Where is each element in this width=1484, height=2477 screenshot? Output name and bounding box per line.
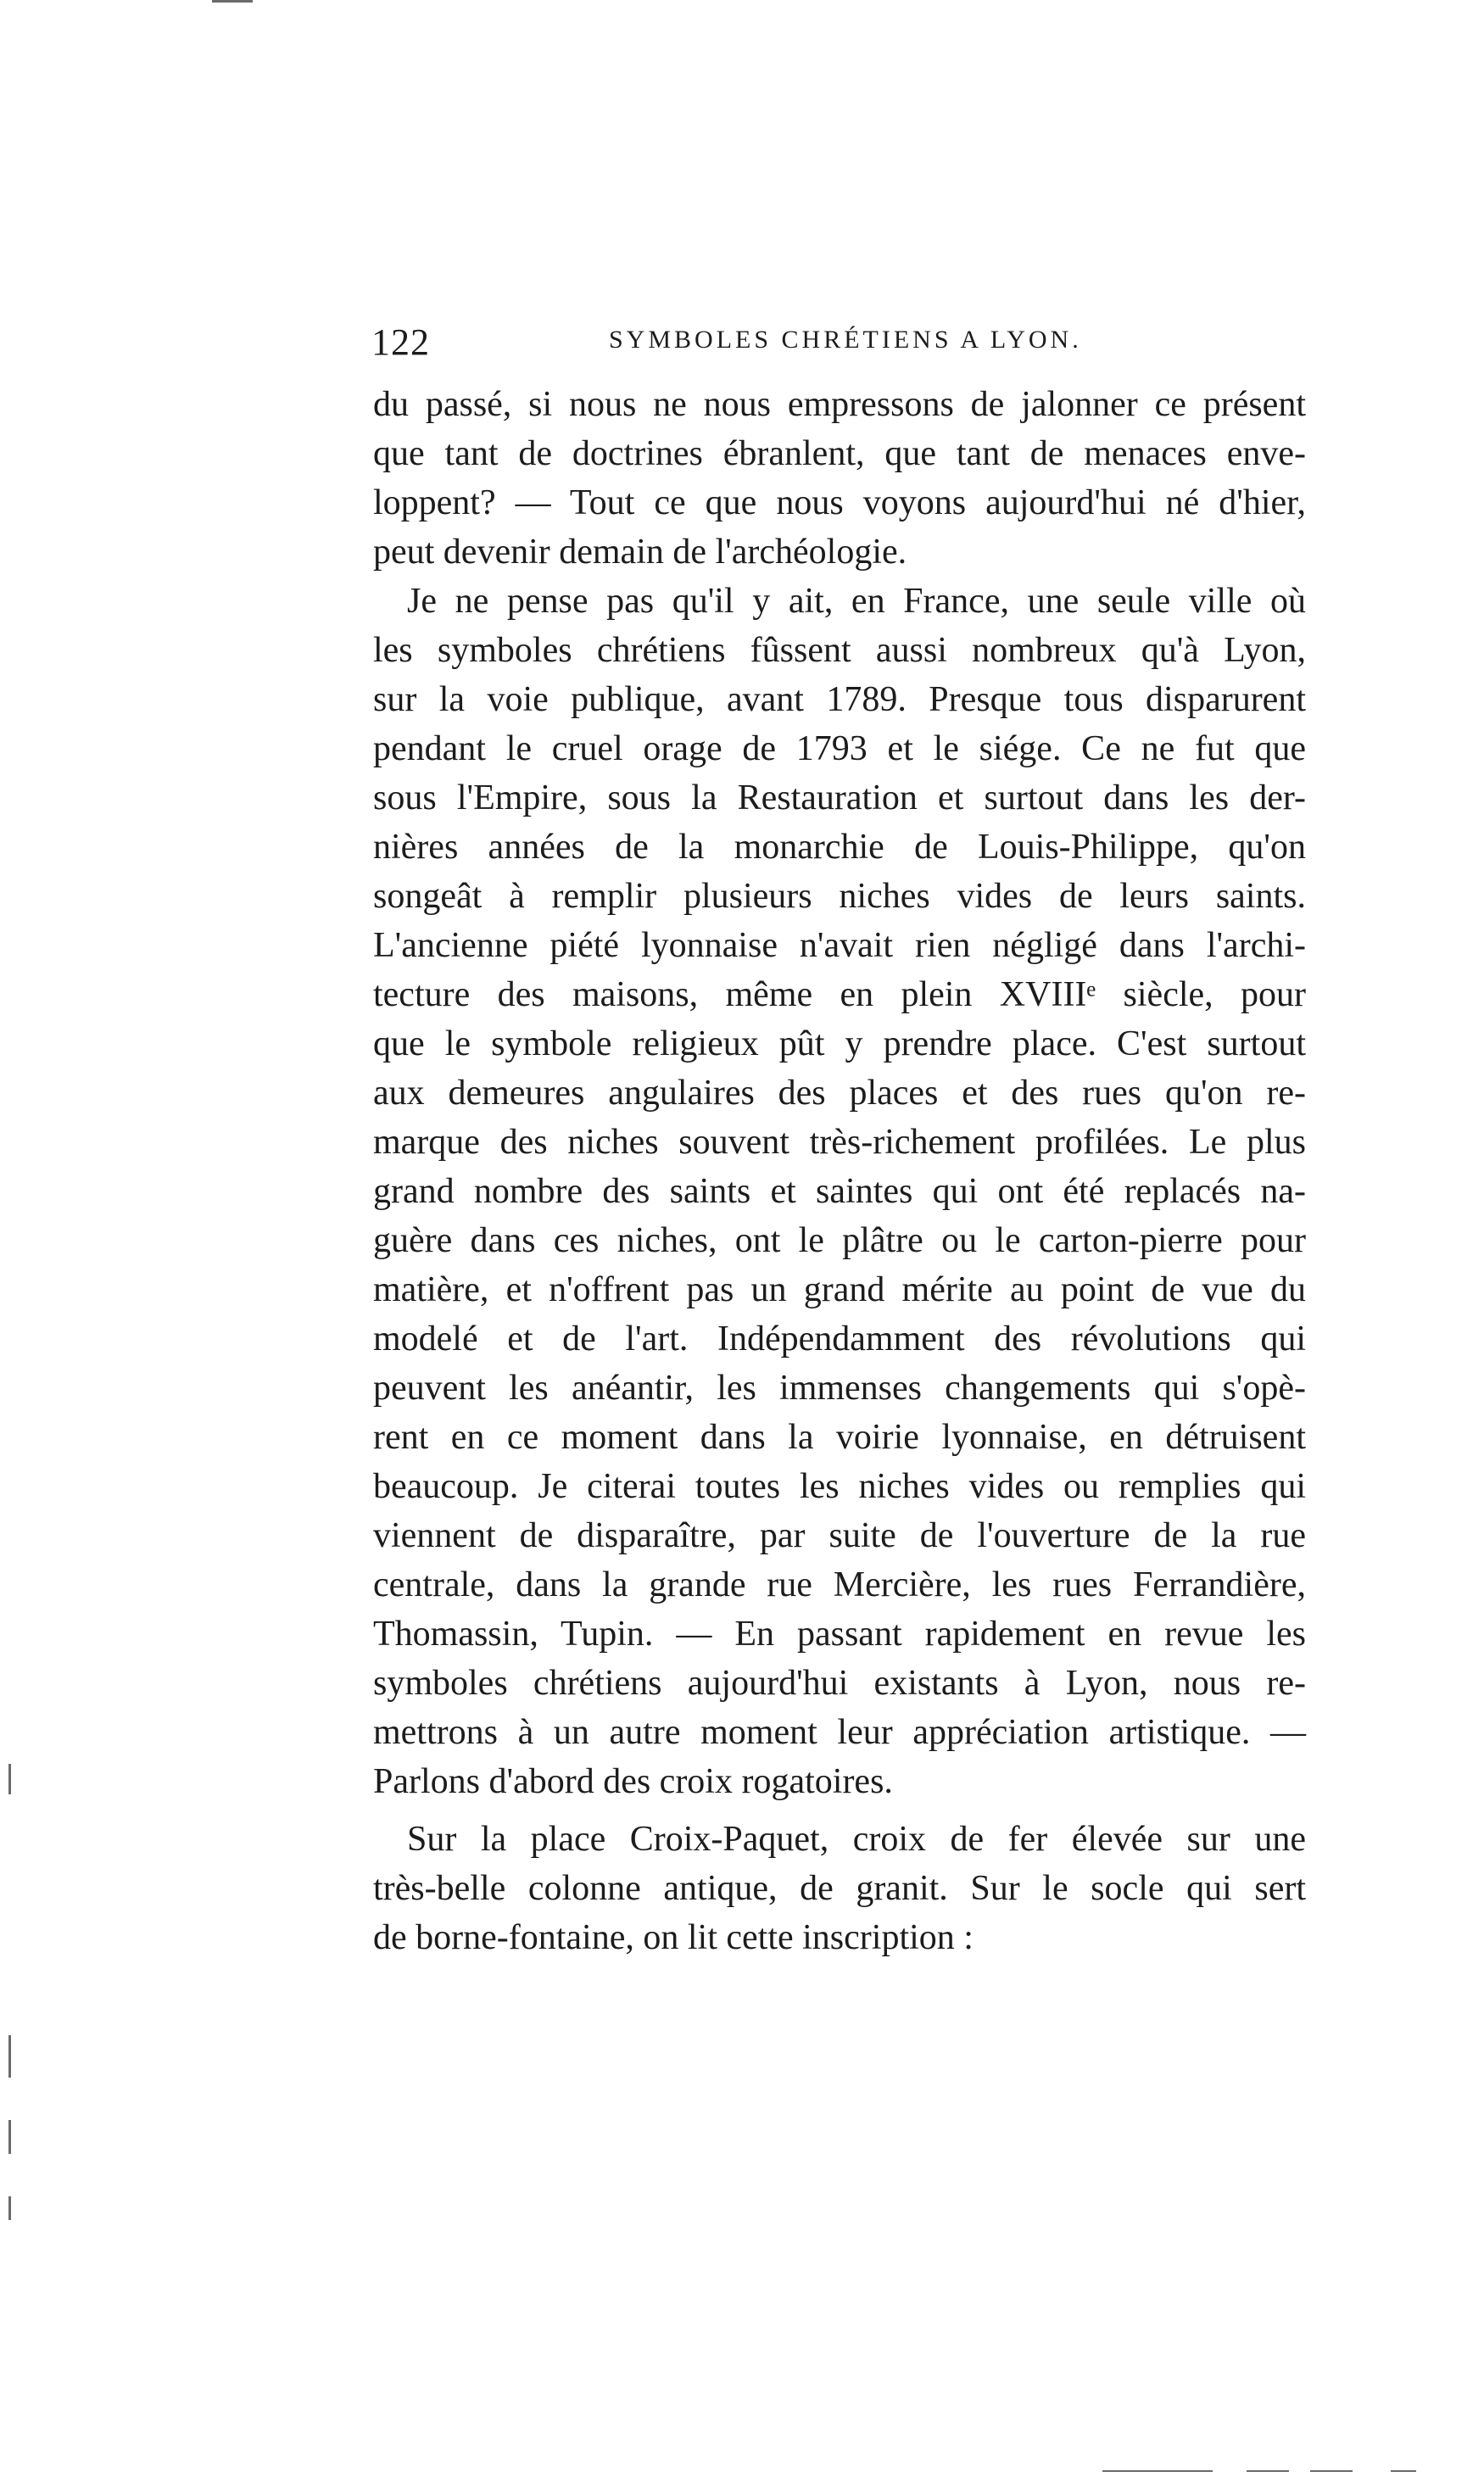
- scan-edge-mark-left: [8, 1764, 11, 1794]
- text-line: de borne-fontaine, on lit cette inscription :: [373, 1918, 974, 1957]
- text-line: nières années de la monarchie de Louis-Philippe, qu'on: [373, 828, 1306, 867]
- scan-edge-mark-left: [8, 2196, 11, 2220]
- scan-edge-mark-left: [8, 2120, 11, 2154]
- page-header: [371, 321, 1304, 371]
- scan-edge-mark-bottom: [1102, 2470, 1213, 2472]
- text-line: songeât à remplir plusieurs niches vides de leurs saints.: [373, 877, 1306, 916]
- text-line: que tant de doctrines ébranlent, que tant de menaces enve-: [373, 434, 1306, 473]
- scan-edge-mark-left: [8, 2035, 11, 2078]
- text-line: les symboles chrétiens fûssent aussi nombreux qu'à Lyon,: [373, 631, 1306, 670]
- text-line: pendant le cruel orage de 1793 et le siége. Ce ne fut que: [373, 729, 1306, 768]
- text-line: symboles chrétiens aujourd'hui existants à Lyon, nous re-: [373, 1664, 1306, 1703]
- scan-edge-mark-top: [212, 0, 253, 3]
- text-line: modelé et de l'art. Indépendamment des révolutions qui: [373, 1319, 1306, 1358]
- text-line: peut devenir demain de l'archéologie.: [373, 533, 907, 572]
- text-line: rent en ce moment dans la voirie lyonnaise, en détruisent: [373, 1418, 1306, 1457]
- text-line: grand nombre des saints et saintes qui ont été replacés na-: [373, 1172, 1306, 1211]
- text-line: du passé, si nous ne nous empressons de jalonner ce présent: [373, 385, 1306, 424]
- running-title: SYMBOLES CHRÉTIENS A LYON.: [609, 326, 1082, 354]
- text-line: mettrons à un autre moment leur appréciation artistique. —: [373, 1713, 1306, 1752]
- text-line: viennent de disparaître, par suite de l'ouverture de la rue: [373, 1516, 1306, 1555]
- text-line: L'ancienne piété lyonnaise n'avait rien négligé dans l'archi-: [373, 926, 1306, 965]
- text-line: sous l'Empire, sous la Restauration et surtout dans les der-: [373, 778, 1306, 817]
- scan-edge-mark-bottom: [1391, 2470, 1416, 2472]
- text-line: sur la voie publique, avant 1789. Presque tous disparurent: [373, 680, 1306, 719]
- page-number: 122: [371, 321, 430, 363]
- text-line: Je ne pense pas qu'il y ait, en France, une seule ville où: [407, 582, 1306, 621]
- text-line: aux demeures angulaires des places et des rues qu'on re-: [373, 1074, 1306, 1113]
- text-line: très-belle colonne antique, de granit. Sur le socle qui sert: [373, 1869, 1306, 1908]
- text-line: Sur la place Croix-Paquet, croix de fer élevée sur une: [407, 1820, 1306, 1859]
- scan-edge-mark-bottom: [1310, 2470, 1353, 2472]
- text-line: beaucoup. Je citerai toutes les niches vides ou remplies qui: [373, 1467, 1306, 1506]
- text-line: tecture des maisons, même en plein XVIIIᵉ siècle, pour: [373, 975, 1306, 1014]
- text-line: marque des niches souvent très-richement profilées. Le plus: [373, 1123, 1306, 1162]
- text-line: loppent? — Tout ce que nous voyons aujourd'hui né d'hier,: [373, 483, 1306, 522]
- text-line: peuvent les anéantir, les immenses changements qui s'opè-: [373, 1369, 1306, 1408]
- scan-edge-mark-bottom: [1247, 2470, 1289, 2472]
- text-line: Thomassin, Tupin. — En passant rapidement en revue les: [373, 1615, 1306, 1654]
- text-line: matière, et n'offrent pas un grand mérite au point de vue du: [373, 1270, 1306, 1309]
- text-line: que le symbole religieux pût y prendre place. C'est surtout: [373, 1024, 1306, 1063]
- text-line: centrale, dans la grande rue Mercière, les rues Ferrandière,: [373, 1565, 1306, 1604]
- text-line: guère dans ces niches, ont le plâtre ou le carton-pierre pour: [373, 1221, 1306, 1260]
- text-line: Parlons d'abord des croix rogatoires.: [373, 1762, 893, 1801]
